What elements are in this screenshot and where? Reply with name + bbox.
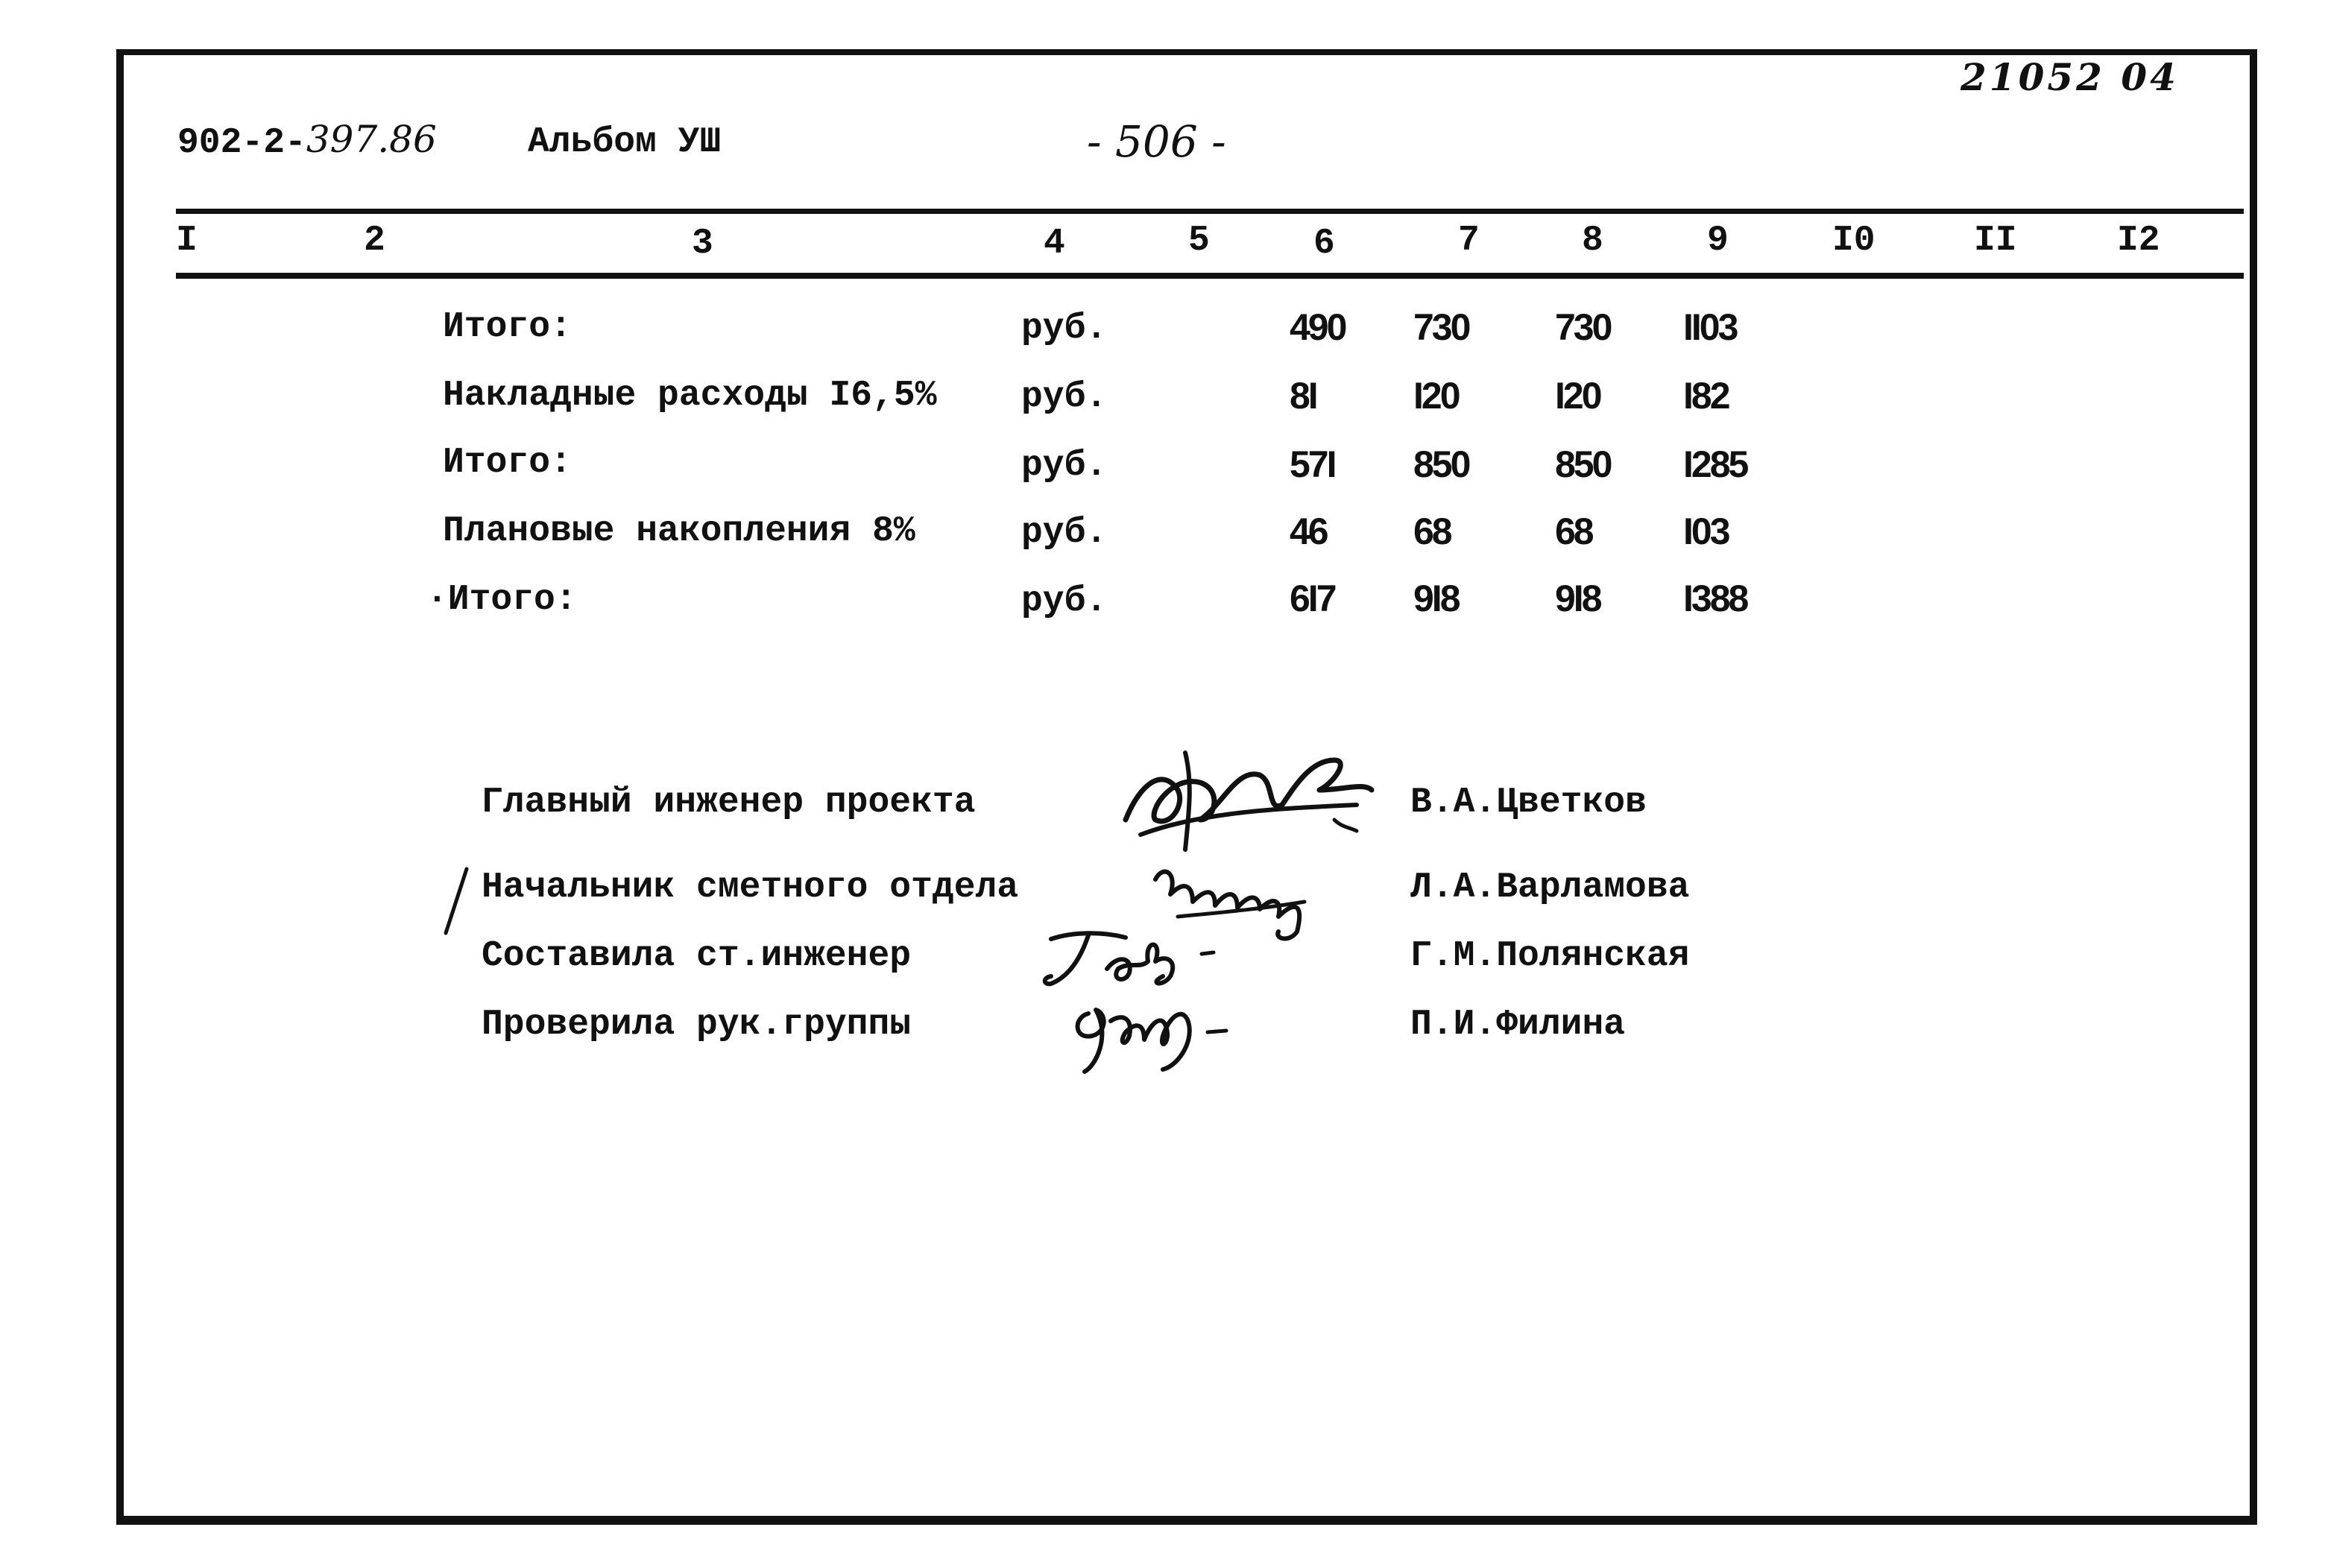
- cell-col7: 68: [1413, 510, 1451, 552]
- signature-role: Проверила рук.группы: [482, 1005, 912, 1045]
- column-number: II: [1974, 221, 2017, 261]
- cell-col9: I82: [1683, 375, 1729, 417]
- column-number: 4: [1044, 224, 1065, 264]
- signature-role: Главный инженер проекта: [482, 783, 976, 823]
- signature-chief-engineer: [1111, 738, 1379, 864]
- row-unit: руб.: [1021, 513, 1108, 553]
- signature-person: Л.А.Варламова: [1410, 867, 1690, 908]
- signature-role: Составила ст.инженер: [482, 936, 912, 976]
- row-name: Плановые накопления 8%: [443, 511, 915, 551]
- project-code: [177, 118, 437, 163]
- cell-col6: 57I: [1290, 443, 1335, 485]
- table-header-rule: [176, 273, 2244, 279]
- signature-person: В.А.Цветков: [1410, 783, 1647, 823]
- page-number: - 506 -: [1087, 116, 1226, 167]
- row-name: Итого:: [443, 307, 572, 347]
- cell-col8: 9I8: [1555, 578, 1600, 619]
- cell-col9: I388: [1683, 578, 1747, 619]
- cell-col8: 68: [1555, 510, 1592, 552]
- column-number: I2: [2117, 221, 2160, 261]
- signature-person: П.И.Филина: [1410, 1005, 1626, 1045]
- project-code-handwritten: 397.86: [306, 118, 437, 161]
- cell-col6: 490: [1290, 306, 1346, 348]
- column-number: 5: [1188, 221, 1210, 261]
- signature-reviewer: [1066, 984, 1245, 1081]
- cell-col8: 850: [1555, 443, 1611, 485]
- table-top-rule: [176, 209, 2244, 214]
- cell-col7: 850: [1413, 443, 1469, 485]
- row-unit: руб.: [1021, 377, 1108, 417]
- column-number: 2: [364, 221, 385, 261]
- cell-col7: 730: [1413, 306, 1469, 348]
- cell-col8: I20: [1555, 375, 1600, 417]
- row-unit: руб.: [1021, 581, 1108, 622]
- column-number: 9: [1707, 221, 1729, 261]
- cell-col6: 6I7: [1290, 578, 1335, 619]
- column-number: I: [176, 221, 198, 261]
- row-name: Итого:: [443, 443, 572, 483]
- row-name: ·Итого:: [426, 580, 577, 620]
- cell-col6: 8I: [1290, 375, 1316, 417]
- column-number: 3: [692, 224, 713, 264]
- column-number: 7: [1458, 221, 1480, 261]
- cell-col9: II03: [1683, 306, 1737, 348]
- column-number: I0: [1832, 221, 1876, 261]
- signature-person: Г.М.Полянская: [1410, 936, 1690, 976]
- column-number: 8: [1582, 221, 1603, 261]
- cell-col7: 9I8: [1413, 578, 1459, 619]
- margin-check-mark: [438, 864, 476, 939]
- cell-col9: I285: [1683, 443, 1747, 485]
- signature-role: Начальник сметного отдела: [482, 867, 1019, 908]
- album-label: Альбом УШ: [528, 122, 722, 162]
- column-number: 6: [1313, 224, 1335, 264]
- cell-col7: I20: [1413, 375, 1459, 417]
- row-unit: руб.: [1021, 446, 1108, 486]
- cell-col9: I03: [1683, 510, 1729, 552]
- archive-number: 21052 04: [1960, 55, 2179, 99]
- row-name: Накладные расходы I6,5%: [443, 376, 937, 416]
- cell-col8: 730: [1555, 306, 1611, 348]
- project-code-printed: 902-2-: [177, 123, 306, 163]
- row-unit: руб.: [1021, 309, 1108, 349]
- cell-col6: 46: [1290, 510, 1327, 552]
